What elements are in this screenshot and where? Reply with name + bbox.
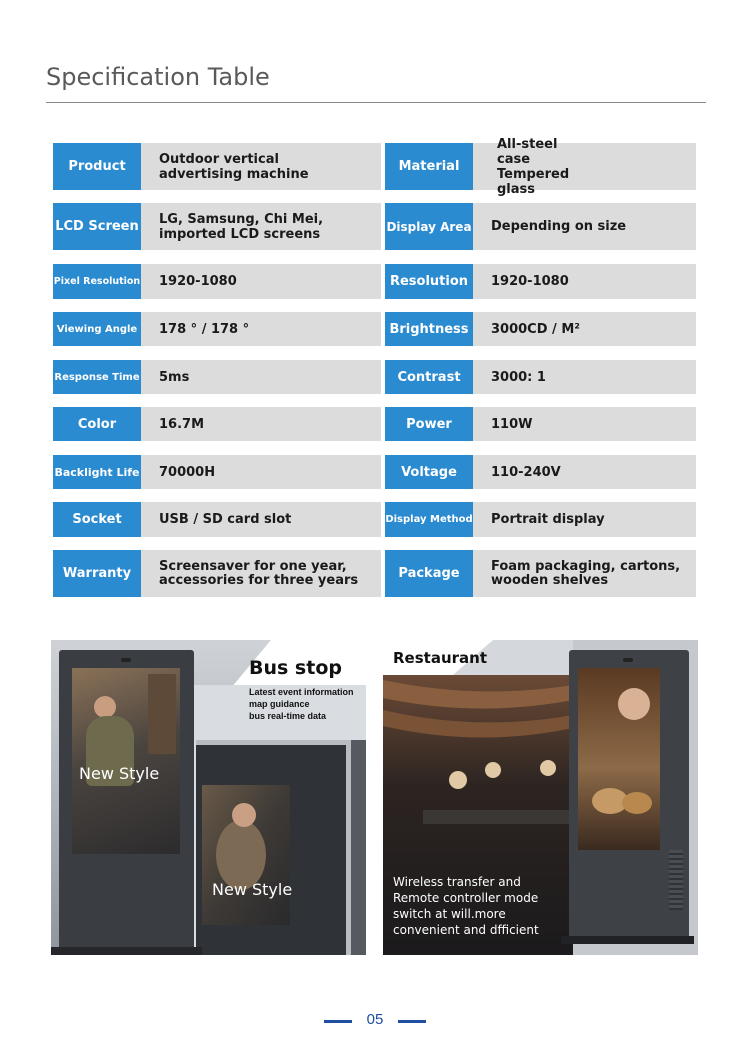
kiosk-camera-icon	[121, 658, 131, 662]
screen-hand	[618, 688, 650, 720]
spec-label: Contrast	[385, 360, 473, 394]
spec-label: Color	[53, 407, 141, 441]
spec-value: Foam packaging, cartons, wooden shelves	[473, 550, 696, 597]
spec-value: 1920-1080	[141, 264, 381, 299]
spec-value: 110W	[473, 407, 696, 441]
spec-value: 16.7M	[141, 407, 381, 441]
spec-row	[53, 550, 696, 597]
spec-label: Package	[385, 550, 473, 597]
bus-stop-heading: Bus stop	[249, 657, 342, 679]
kiosk-main	[59, 650, 194, 955]
kiosk-screen	[72, 668, 180, 854]
kiosk-base	[561, 936, 694, 944]
spec-row	[53, 455, 696, 489]
spec-value: 178 ° / 178 °	[141, 312, 381, 346]
page-number: 05	[366, 1011, 384, 1028]
spec-label: Brightness	[385, 312, 473, 346]
spec-label: Power	[385, 407, 473, 441]
kiosk-screen	[578, 668, 660, 850]
spec-value: 5ms	[141, 360, 381, 394]
kiosk-speaker	[669, 850, 683, 910]
spec-value: Portrait display	[473, 502, 696, 537]
overlay-new-style-2: New Style	[212, 880, 293, 899]
spec-label: Pixel Resolution	[53, 264, 141, 299]
spec-value: 70000H	[141, 455, 381, 489]
restaurant-caption	[393, 874, 539, 938]
spec-label: Display Method	[385, 502, 473, 537]
bus-stop-info	[249, 686, 354, 722]
footer-line-left	[324, 1020, 352, 1023]
spec-value: 110-240V	[473, 455, 696, 489]
spec-row	[53, 502, 696, 537]
spec-row	[53, 312, 696, 346]
spec-value: Depending on size	[473, 203, 696, 250]
spec-label: Viewing Angle	[53, 312, 141, 346]
kiosk-base	[51, 947, 202, 955]
spec-label: Response Time	[53, 360, 141, 394]
bus-stop-info-line: Latest event information	[249, 687, 354, 697]
screen-shelf	[148, 674, 176, 754]
restaurant-caption-line: Remote controller mode	[393, 891, 539, 905]
spec-label: Product	[53, 143, 141, 190]
spec-value: 3000: 1	[473, 360, 696, 394]
spec-label: Backlight Life	[53, 455, 141, 489]
restaurant-caption-line: Wireless transfer and	[393, 875, 521, 889]
page-title: Specification Table	[46, 63, 270, 91]
spec-value: USB / SD card slot	[141, 502, 381, 537]
spec-label: Display Area	[385, 203, 473, 250]
spec-value: LG, Samsung, Chi Mei, imported LCD screens	[141, 203, 381, 250]
spec-label: Resolution	[385, 264, 473, 299]
spec-value: 3000CD / M²	[473, 312, 696, 346]
spec-row	[53, 136, 696, 197]
restaurant-heading: Restaurant	[393, 649, 487, 667]
footer-line-right	[398, 1020, 426, 1023]
kiosk-restaurant	[569, 650, 689, 942]
bus-stop-info-line: map guidance	[249, 699, 310, 709]
kiosk-camera-icon	[623, 658, 633, 662]
screen-figure	[94, 696, 116, 718]
bus-stop-info-line: bus real-time data	[249, 711, 327, 721]
spec-label: Voltage	[385, 455, 473, 489]
spec-value: Screensaver for one year, accessories for three years	[141, 550, 381, 597]
spec-value: 1920-1080	[473, 264, 696, 299]
spec-row	[53, 360, 696, 394]
bus-stop-photo	[51, 640, 366, 955]
spec-row	[53, 264, 696, 299]
spec-row	[53, 407, 696, 441]
restaurant-caption-line: switch at will.more	[393, 907, 506, 921]
spec-label: Material	[385, 143, 473, 190]
overlay-new-style-1: New Style	[79, 764, 160, 783]
title-divider	[46, 102, 706, 103]
spec-label: Warranty	[53, 550, 141, 597]
spec-value: Outdoor vertical advertising machine	[141, 143, 381, 190]
spec-label: Socket	[53, 502, 141, 537]
spec-label: LCD Screen	[53, 203, 141, 250]
screen-bread	[622, 792, 652, 814]
spec-row	[53, 203, 696, 250]
restaurant-caption-line: convenient and dfficient	[393, 923, 539, 937]
spec-value: All-steel case Tempered glass	[473, 143, 696, 190]
restaurant-photo	[383, 640, 698, 955]
